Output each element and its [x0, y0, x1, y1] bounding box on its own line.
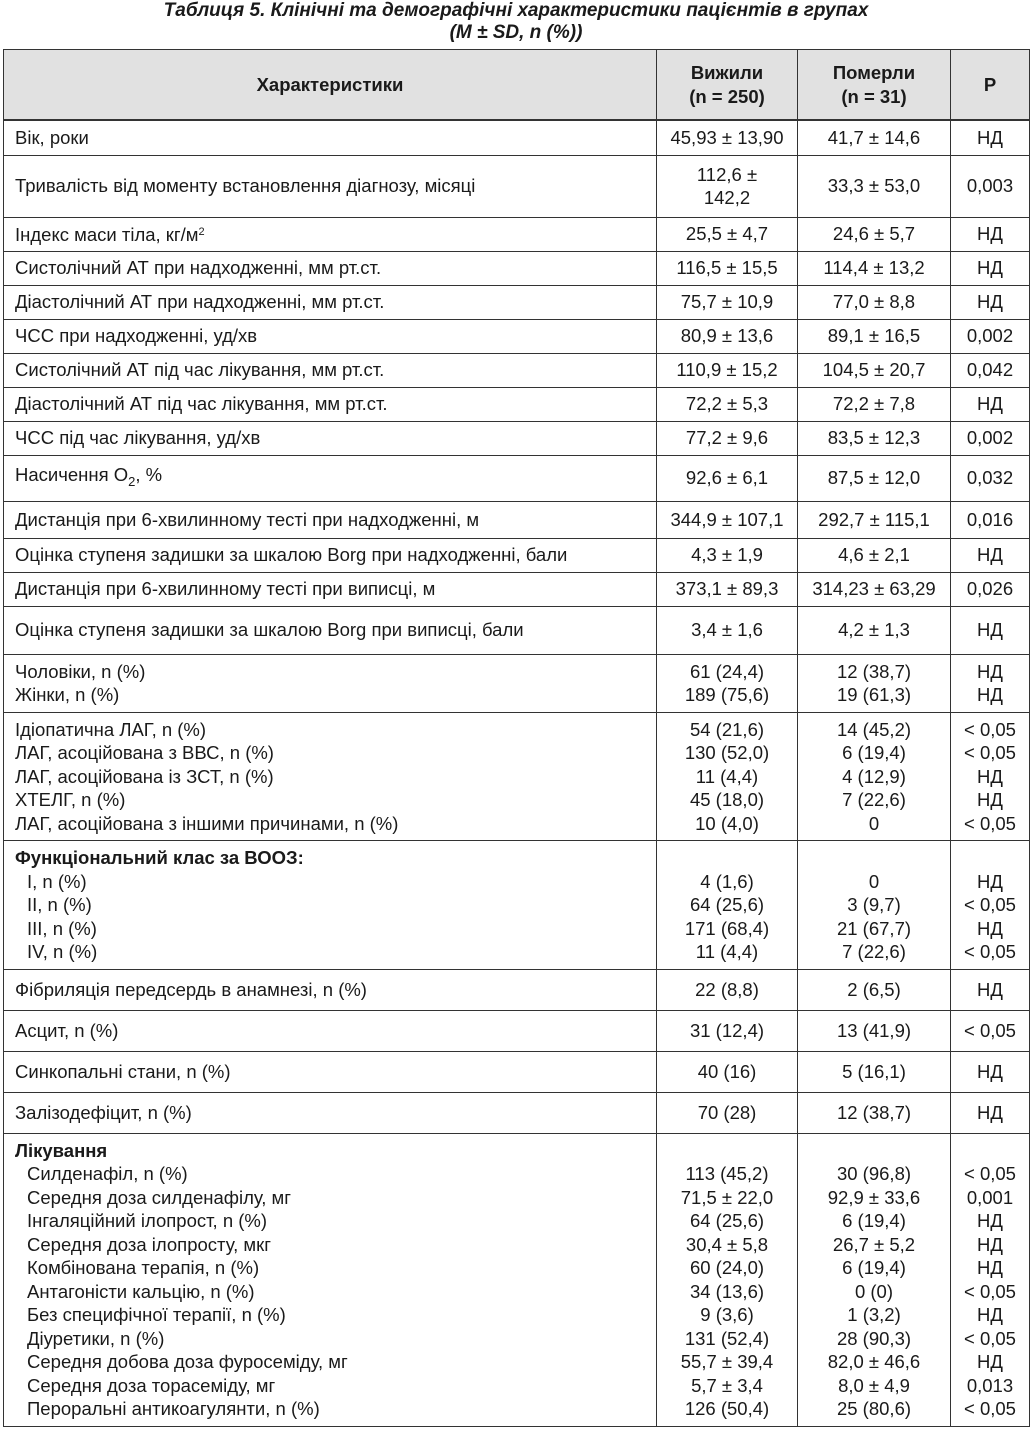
p-value: < 0,05: [964, 718, 1016, 740]
p-value: < 0,05: [964, 1280, 1016, 1302]
survived-value: 64 (25,6): [689, 894, 765, 915]
table-row-sex: [4, 654, 1030, 712]
died-value: 4 (12,9): [842, 765, 906, 787]
row-label: Ідіопатична ЛАГ, n (%): [15, 718, 207, 740]
p-values: [951, 841, 1030, 970]
p-value: НД: [951, 120, 1030, 155]
survived-value-line1: 112,6 ±: [696, 163, 758, 185]
table-row: [4, 606, 1030, 654]
survived-value: 5,7 ± 3,4: [691, 1374, 763, 1396]
survived-value: 92,6 ± 6,1: [657, 455, 798, 501]
p-value: < 0,05: [964, 1327, 1016, 1349]
p-value: НД: [977, 1351, 1003, 1372]
row-label: Систолічний АТ при надходженні, мм рт.ст.: [4, 251, 657, 285]
row-label: Систолічний АТ під час лікування, мм рт.ст.: [4, 353, 657, 387]
survived-value: 4,3 ± 1,9: [657, 538, 798, 572]
p-value: НД: [977, 917, 1003, 939]
p-value: НД: [951, 969, 1030, 1010]
table-row: [4, 1051, 1030, 1092]
died-value: 19 (61,3): [836, 684, 912, 705]
survived-value: 54 (21,6): [689, 718, 765, 740]
p-value: < 0,05: [964, 1398, 1016, 1419]
p-value: 0,016: [951, 501, 1030, 538]
p-value: 0,042: [951, 353, 1030, 387]
row-label: Жінки, n (%): [15, 684, 120, 705]
died-values: [798, 654, 951, 712]
row-label: ЧСС під час лікування, уд/хв: [4, 421, 657, 455]
row-label: Середня доза торасеміду, мг: [27, 1374, 276, 1396]
died-value: 0 (0): [854, 1280, 894, 1302]
table-row: [4, 285, 1030, 319]
table-row: [4, 1010, 1030, 1051]
survived-value: [657, 155, 798, 217]
p-value: НД: [977, 660, 1003, 682]
died-value: 21 (67,7): [836, 917, 912, 939]
table-row-etiology: [4, 712, 1030, 841]
died-value: 292,7 ± 115,1: [798, 501, 951, 538]
subscript: 2: [128, 473, 136, 489]
row-label: Середня доза силденафілу, мг: [27, 1186, 292, 1208]
died-value: 89,1 ± 16,5: [798, 319, 951, 353]
survived-value: 113 (45,2): [685, 1163, 769, 1184]
died-value: 114,4 ± 13,2: [798, 251, 951, 285]
died-value: 4,6 ± 2,1: [798, 538, 951, 572]
p-value: 0,002: [951, 421, 1030, 455]
died-value: 0: [868, 870, 880, 892]
survived-value: 126 (50,4): [684, 1398, 770, 1419]
row-label: Оцінка ступеня задишки за шкалою Borg при виписці, бали: [4, 606, 657, 654]
survived-value: 22 (8,8): [657, 969, 798, 1010]
survived-values: [657, 712, 798, 841]
row-label: Фібриляція передсердь в анамнезі, n (%): [4, 969, 657, 1010]
p-value: НД: [951, 251, 1030, 285]
p-value: НД: [977, 789, 1003, 810]
died-value: 6 (19,4): [842, 1210, 906, 1231]
died-value: 30 (96,8): [836, 1163, 912, 1184]
survived-value: 116,5 ± 15,5: [657, 251, 798, 285]
survived-value: 80,9 ± 13,6: [657, 319, 798, 353]
died-values: [798, 712, 951, 841]
row-label: Тривалість від моменту встановлення діагнозу, місяці: [4, 155, 657, 217]
row-label-suffix: , %: [135, 463, 163, 485]
survived-value: 131 (52,4): [684, 1327, 770, 1349]
p-value: НД: [977, 1210, 1003, 1231]
p-value: 0,032: [951, 455, 1030, 501]
table-row-treatment: [4, 1133, 1030, 1426]
died-value: 12 (38,7): [836, 660, 912, 682]
survived-value: 4 (1,6): [700, 870, 754, 892]
p-value: НД: [977, 684, 1003, 705]
survived-value: 30,4 ± 5,8: [685, 1233, 769, 1255]
survived-values: [657, 841, 798, 970]
p-value: < 0,05: [964, 742, 1016, 763]
survived-value: 60 (24,0): [689, 1257, 765, 1278]
died-value: 87,5 ± 12,0: [798, 455, 951, 501]
p-value: < 0,05: [951, 1010, 1030, 1051]
died-value: 26,7 ± 5,2: [832, 1233, 916, 1255]
table-row-functional-class: [4, 841, 1030, 970]
died-value: 77,0 ± 8,8: [798, 285, 951, 319]
died-value: 41,7 ± 14,6: [798, 120, 951, 155]
row-label: [4, 455, 657, 501]
p-values: [951, 654, 1030, 712]
survived-value: 110,9 ± 15,2: [657, 353, 798, 387]
died-value: 25 (80,6): [836, 1398, 912, 1419]
died-value: 6 (19,4): [842, 1257, 906, 1278]
survived-value: 70 (28): [657, 1092, 798, 1133]
row-label: ХТЕЛГ, n (%): [15, 789, 126, 810]
died-value: 33,3 ± 53,0: [798, 155, 951, 217]
died-value: 28 (90,3): [836, 1327, 912, 1349]
row-label: Асцит, n (%): [4, 1010, 657, 1051]
row-label: ЛАГ, асоційована з іншими причинами, n (%): [15, 812, 399, 834]
row-label: Середня добова доза фуросеміду, мг: [27, 1351, 348, 1372]
survived-value: 45 (18,0): [689, 789, 765, 810]
row-label: [4, 217, 657, 251]
row-label: ЛАГ, асоційована із ЗСТ, n (%): [15, 765, 274, 787]
survived-value: 40 (16): [657, 1051, 798, 1092]
survived-value: 31 (12,4): [657, 1010, 798, 1051]
survived-value: 373,1 ± 89,3: [657, 572, 798, 606]
table-caption-subtitle: (M ± SD, n (%)): [449, 22, 583, 43]
p-value: НД: [951, 1051, 1030, 1092]
p-value: НД: [951, 538, 1030, 572]
survived-value: 77,2 ± 9,6: [657, 421, 798, 455]
row-label: Пероральні антикоагулянти, n (%): [27, 1398, 320, 1419]
table-row: [4, 969, 1030, 1010]
died-value: 2 (6,5): [798, 969, 951, 1010]
section-title: Функціональний клас за ВООЗ:: [15, 847, 304, 868]
row-label: III, n (%): [27, 917, 97, 939]
p-values: [951, 1133, 1030, 1426]
survived-value: 171 (68,4): [684, 917, 770, 939]
died-value: 82,0 ± 46,6: [827, 1351, 921, 1372]
died-value: 92,9 ± 33,6: [827, 1186, 921, 1208]
died-values: [798, 1133, 951, 1426]
row-label: ЛАГ, асоційована з ВВС, n (%): [15, 742, 274, 763]
died-value: 83,5 ± 12,3: [798, 421, 951, 455]
row-label: Без специфічної терапії, n (%): [27, 1304, 286, 1325]
survived-value: 45,93 ± 13,90: [657, 120, 798, 155]
row-label: Вік, роки: [4, 120, 657, 155]
died-value: 1 (3,2): [847, 1304, 901, 1325]
table-row: [4, 538, 1030, 572]
died-value: 5 (16,1): [798, 1051, 951, 1092]
row-label-group: [4, 712, 657, 841]
p-value: НД: [977, 1257, 1003, 1278]
survived-value: 72,2 ± 5,3: [657, 387, 798, 421]
row-label-group: [4, 1133, 657, 1426]
header-survived: [657, 50, 798, 121]
row-label: Середня доза ілопросту, мкг: [27, 1233, 271, 1255]
table-row: [4, 387, 1030, 421]
header-survived-title: Вижили: [690, 62, 764, 83]
table-row: [4, 155, 1030, 217]
row-label: Залізодефіцит, n (%): [4, 1092, 657, 1133]
died-value: 14 (45,2): [836, 718, 912, 740]
p-value: 0,013: [966, 1374, 1014, 1396]
characteristics-table: [3, 49, 1030, 1427]
p-value: 0,003: [951, 155, 1030, 217]
row-label: II, n (%): [27, 894, 92, 915]
survived-value-line2: 142,2: [703, 187, 751, 208]
p-value: НД: [951, 285, 1030, 319]
row-label-text: Індекс маси тіла, кг/м: [15, 224, 199, 246]
table-row: [4, 120, 1030, 155]
survived-values: [657, 654, 798, 712]
row-label-text: Насичення O: [15, 463, 129, 485]
header-died-n: (n = 31): [841, 85, 907, 107]
survived-value: 130 (52,0): [684, 742, 770, 763]
row-label: Чоловіки, n (%): [15, 660, 146, 682]
survived-value: 34 (13,6): [689, 1280, 765, 1302]
p-values: [951, 712, 1030, 841]
died-value: 24,6 ± 5,7: [798, 217, 951, 251]
survived-value: 10 (4,0): [695, 812, 759, 834]
died-value: 0: [868, 812, 880, 834]
survived-value: 11 (4,4): [695, 941, 759, 962]
survived-value: 3,4 ± 1,6: [657, 606, 798, 654]
survived-value: 61 (24,4): [689, 660, 765, 682]
survived-value: 64 (25,6): [689, 1210, 765, 1231]
died-value: 314,23 ± 63,29: [798, 572, 951, 606]
row-label-group: [4, 654, 657, 712]
died-value: 6 (19,4): [842, 742, 906, 763]
table-row: [4, 251, 1030, 285]
died-value: 4,2 ± 1,3: [798, 606, 951, 654]
table-row: [4, 455, 1030, 501]
survived-value: 11 (4,4): [695, 765, 759, 787]
p-value: НД: [951, 1092, 1030, 1133]
died-value: 3 (9,7): [847, 894, 901, 915]
survived-value: 71,5 ± 22,0: [680, 1186, 774, 1208]
survived-value: 344,9 ± 107,1: [657, 501, 798, 538]
row-label: Діуретики, n (%): [27, 1327, 165, 1349]
died-value: 8,0 ± 4,9: [838, 1374, 910, 1396]
died-value: 12 (38,7): [798, 1092, 951, 1133]
p-value: НД: [951, 387, 1030, 421]
row-label: Дистанція при 6-хвилинному тесті при надходженні, м: [4, 501, 657, 538]
survived-value: 55,7 ± 39,4: [680, 1351, 774, 1372]
table-row: [4, 1092, 1030, 1133]
died-value: 72,2 ± 7,8: [798, 387, 951, 421]
table-header-row: [4, 50, 1030, 121]
p-value: < 0,05: [964, 1163, 1016, 1184]
p-value: < 0,05: [964, 812, 1016, 834]
p-value: НД: [977, 870, 1003, 892]
row-label: Антагоністи кальцію, n (%): [27, 1280, 255, 1302]
p-value: НД: [951, 606, 1030, 654]
row-label: ЧСС при надходженні, уд/хв: [4, 319, 657, 353]
row-label: Дистанція при 6-хвилинному тесті при виписці, м: [4, 572, 657, 606]
row-label: IV, n (%): [27, 941, 98, 962]
header-survived-n: (n = 250): [689, 85, 765, 107]
row-label-group: [4, 841, 657, 970]
survived-value: 189 (75,6): [684, 684, 770, 705]
died-value: 104,5 ± 20,7: [798, 353, 951, 387]
row-label: Інгаляційний ілопрост, n (%): [27, 1210, 268, 1231]
section-title: Лікування: [15, 1139, 108, 1161]
p-value: НД: [977, 1304, 1003, 1325]
died-values: [798, 841, 951, 970]
p-value: 0,026: [951, 572, 1030, 606]
table-row: [4, 501, 1030, 538]
p-value: < 0,05: [964, 894, 1016, 915]
row-label: Діастолічний АТ під час лікування, мм рт.ст.: [4, 387, 657, 421]
table-row: [4, 572, 1030, 606]
row-label: Синкопальні стани, n (%): [4, 1051, 657, 1092]
survived-value: 75,7 ± 10,9: [657, 285, 798, 319]
died-value: 7 (22,6): [842, 789, 906, 810]
survived-value: 9 (3,6): [700, 1304, 754, 1325]
table-caption: Таблиця 5. Клінічні та демографічні характеристики пацієнтів в групах: [163, 0, 869, 21]
p-value: < 0,05: [964, 941, 1016, 962]
p-value: 0,002: [951, 319, 1030, 353]
p-value: НД: [951, 217, 1030, 251]
p-value: НД: [977, 765, 1003, 787]
row-label: Оцінка ступеня задишки за шкалою Borg при надходженні, бали: [4, 538, 657, 572]
header-died-title: Померли: [832, 62, 916, 83]
table-row: [4, 217, 1030, 251]
header-characteristics: Характеристики: [4, 50, 657, 121]
table-row: [4, 353, 1030, 387]
died-value: 7 (22,6): [842, 941, 906, 962]
survived-values: [657, 1133, 798, 1426]
table-row: [4, 421, 1030, 455]
header-died: [798, 50, 951, 121]
header-p: P: [951, 50, 1030, 121]
row-label: Силденафіл, n (%): [27, 1163, 188, 1184]
row-label: I, n (%): [27, 870, 87, 892]
table-row: [4, 319, 1030, 353]
p-value: 0,001: [966, 1186, 1014, 1208]
p-value: НД: [977, 1233, 1003, 1255]
died-value: 13 (41,9): [798, 1010, 951, 1051]
row-label: Діастолічний АТ при надходженні, мм рт.ст.: [4, 285, 657, 319]
survived-value: 25,5 ± 4,7: [657, 217, 798, 251]
superscript: 2: [198, 226, 205, 239]
row-label: Комбінована терапія, n (%): [27, 1257, 260, 1278]
